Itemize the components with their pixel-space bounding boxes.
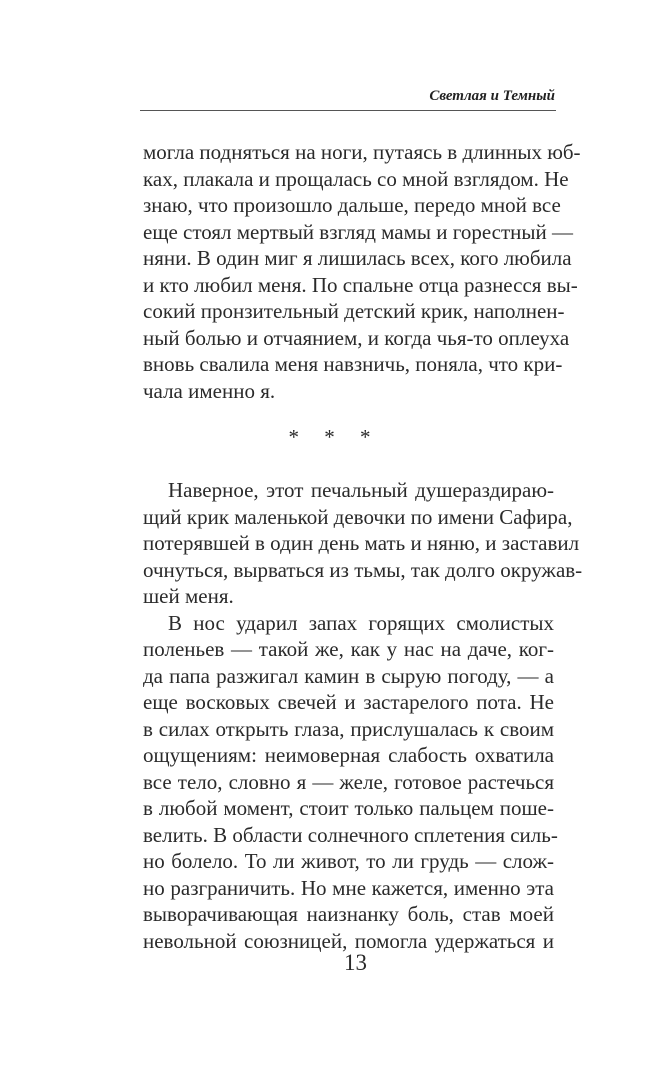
text-line: Наверное, этот печальный душераздираю- [168,478,554,502]
section-separator: * * * [288,425,381,449]
text-line: поленьев — такой же, как у нас на даче, ког- [143,637,554,661]
text-line: в любой момент, стоит только пальцем поше- [143,796,554,820]
text-line: выворачивающая наизнанку боль, став моей [143,902,554,926]
text-line: щий крик маленькой девочки по имени Сафира, [143,504,573,529]
text-line: еще восковых свечей и застарелого пота. Не [143,690,554,714]
text-line: В нос ударил запах горящих смолистых [168,610,554,635]
text-line: шей меня. [143,584,234,608]
text-line: чала именно я. [143,378,276,403]
text-line: няни. В один миг я лишилась всех, кого любила [143,246,572,270]
text-line: сокий пронзительный детский крик, наполнен- [143,299,565,323]
text-line: все тело, словно я — желе, готовое растечься [143,769,554,794]
text-line: велить. В области солнечного сплетения силь- [143,822,558,847]
text-line: очнуться, вырваться из тьмы, так долго окружав- [143,557,583,582]
text-line: невольной союзницей, помогла удержаться и [143,928,554,953]
text-line: вновь свалила меня навзничь, поняла, что кри- [143,352,563,376]
text-line: потерявшей в один день мать и няню, и заставил [143,531,580,555]
text-line: еще стоял мертвый взгляд мамы и горестный — [143,219,573,244]
text-line: ощущениям: неимоверная слабость охватила [143,743,554,767]
text-block-after-break [143,477,583,954]
text-line: ках, плакала и прощалась со мной взглядом. Не [143,166,569,191]
page-number: 13 [344,950,367,975]
text-block-before-break [143,139,581,404]
running-head: Светлая и Темный [429,88,555,104]
text-line: ный болью и отчаянием, и когда чья-то оплеуха [143,325,570,350]
text-line: и кто любил меня. По спальне отца разнесся вы- [143,272,578,297]
text-line: могла подняться на ноги, путаясь в длинных юб- [143,140,581,164]
header-rule [140,110,556,111]
text-line: но разграничить. Но мне кажется, именно эта [143,875,554,900]
text-line: в силах открыть глаза, прислушалась к своим [143,716,554,741]
text-line: знаю, что произошло дальше, передо мной все [143,193,561,217]
text-line: да папа разжигал камин в сырую погоду, — а [143,663,554,688]
text-line: но болело. То ли живот, то ли грудь — слож- [143,849,554,873]
